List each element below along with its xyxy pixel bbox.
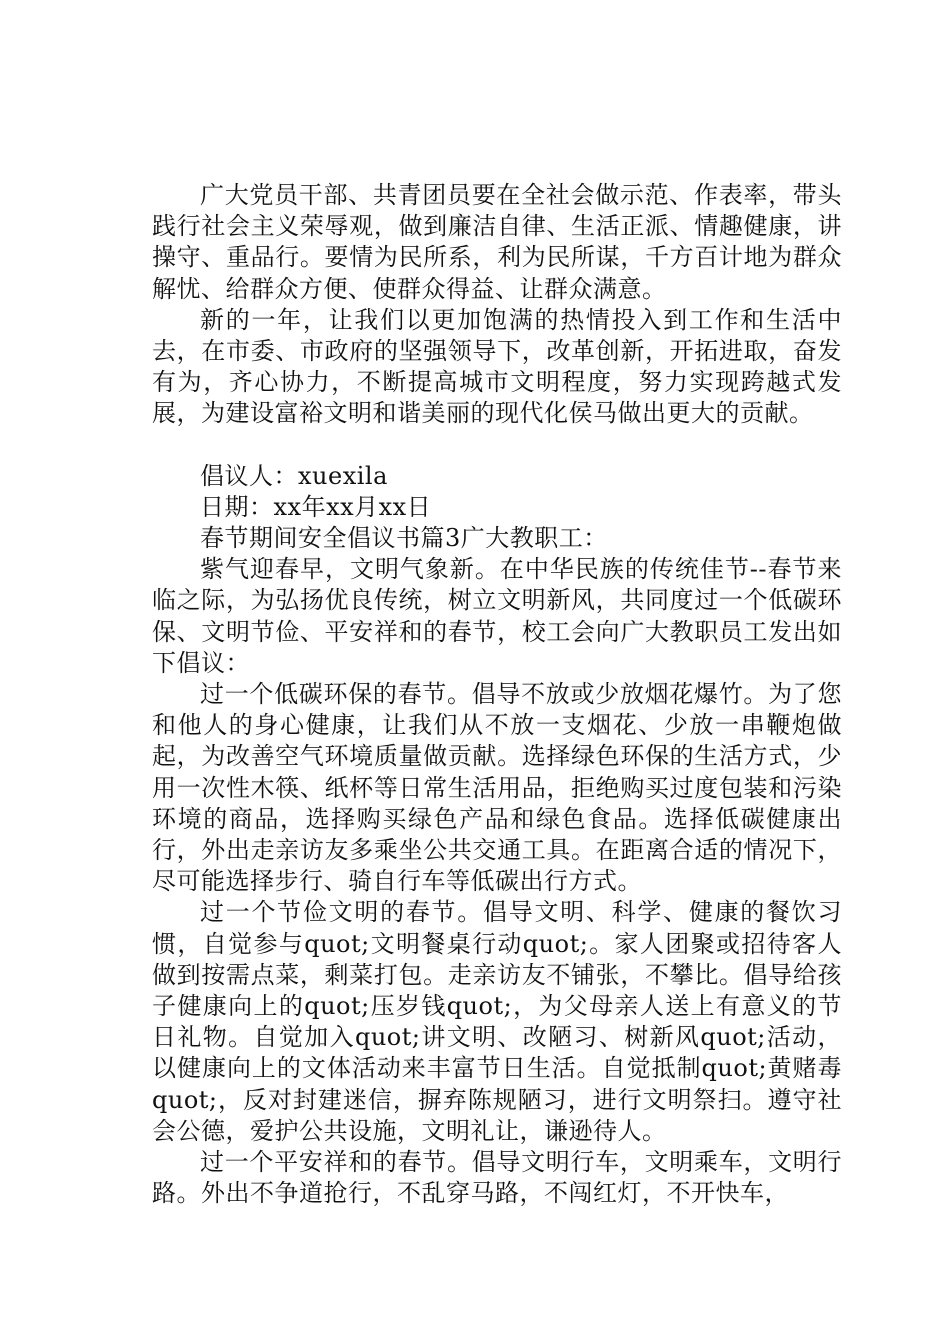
paragraph-party-members: 广大党员干部、共青团员要在全社会做示范、作表率，带头践行社会主义荣辱观，做到廉洁自律、生活正派、情趣健康，讲操守、重品行。要情为民所系，利为民所谋，千方百计地为群众解忧、给群众方便、使群众得益、让群众满意。	[152, 181, 842, 303]
paragraph-thrifty: 过一个节俭文明的春节。倡导文明、科学、健康的餐饮习惯，自觉参与quot;文明餐桌行动quot;。家人团聚或招待客人做到按需点菜，剩菜打包。走亲访友不铺张，不攀比。倡导给孩子健康向上的quot;压岁钱quot;，为父母亲人送上有意义的节日礼物。自觉加入quot;讲文明、改陋习、树新风quot;活动，以健康向上的文体活动来丰富节日生活。自觉抵制quot;黄赌毒quot;，反对封建迷信，摒弃陈规陋习，进行文明祭扫。遵守社会公德，爱护公共设施，文明礼让，谦逊待人。	[152, 898, 842, 1145]
proposer-line: 倡议人：xuexila	[200, 461, 388, 490]
document-page	[152, 180, 842, 1210]
paragraph-intro: 紫气迎春早，文明气象新。在中华民族的传统佳节--春节来临之际，为弘扬优良传统，树立文明新风，共同度过一个低碳环保、文明节俭、平安祥和的春节，校工会向广大教职员工发出如下倡议：	[152, 555, 842, 677]
blank-line	[152, 430, 842, 461]
date-line: 日期：xx年xx月xx日	[200, 492, 432, 521]
section-heading: 春节期间安全倡议书篇3广大教职工：	[200, 524, 608, 553]
paragraph-safety: 过一个平安祥和的春节。倡导文明行车，文明乘车，文明行路。外出不争道抢行，不乱穿马路，不闯红灯，不开快车，	[152, 1148, 842, 1208]
paragraph-new-year: 新的一年，让我们以更加饱满的热情投入到工作和生活中去，在市委、市政府的坚强领导下，改革创新，开拓进取，奋发有为，齐心协力，不断提高城市文明程度，努力实现跨越式发展，为建设富裕文明和谐美丽的现代化侯马做出更大的贡献。	[152, 305, 842, 428]
paragraph-low-carbon: 过一个低碳环保的春节。倡导不放或少放烟花爆竹。为了您和他人的身心健康，让我们从不放一支烟花、少放一串鞭炮做起，为改善空气环境质量做贡献。选择绿色环保的生活方式，少用一次性木筷、纸杯等日常生活用品，拒绝购买过度包装和污染环境的商品，选择购买绿色产品和绿色食品。选择低碳健康出行，外出走亲访友多乘坐公共交通工具。在距离合适的情况下，尽可能选择步行、骑自行车等低碳出行方式。	[152, 680, 842, 896]
